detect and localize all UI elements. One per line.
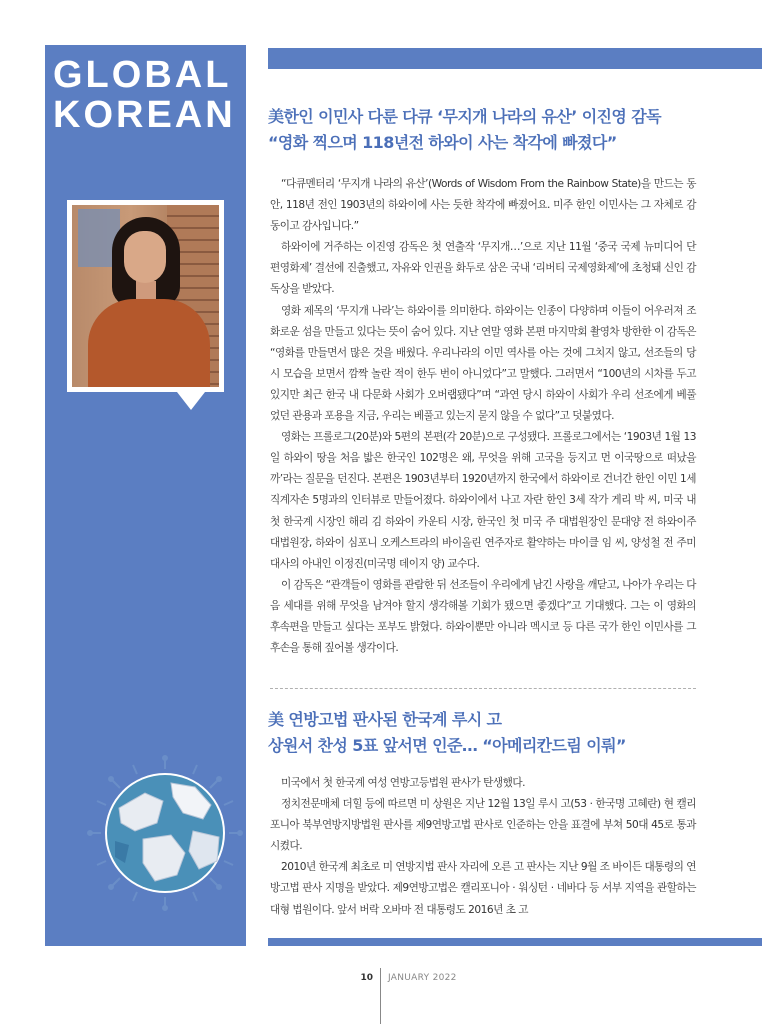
footer-accent-bar: [268, 938, 762, 946]
article-body-second: [270, 773, 696, 921]
article-body: [270, 174, 696, 659]
article-paragraph: 미국에서 첫 한국계 여성 연방고등법원 판사가 탄생했다.: [281, 777, 525, 789]
section-title-line1: GLOBAL: [53, 54, 232, 96]
article-headline-second-line1: 美 연방고법 판사된 한국계 루시 고: [268, 710, 502, 729]
article-paragraph: 하와이에 거주하는 이진영 감독은 첫 연출작 ‘무지개…’으로 지난 11월 ‘중국 국제 뉴미디어 단편영화제’ 결선에 진출했고, 자유와 인권을 화두로 삼은 국내 ‘리버티 국제영화제’에 초청돼 신인 감독상을 받았다.: [270, 241, 696, 296]
globe-icon: [85, 753, 245, 913]
section-title-line2: KOREAN: [53, 94, 236, 136]
article-paragraph: 영화 제목의 ‘무지개 나라’는 하와이를 의미한다. 하와이는 인종이 다양하며 이들이 어우러져 조화로운 섬을 만들고 있다는 뜻이 숨어 있다. 지난 연말 영화 본편 마지막회 촬영차 방한한 이 감독은 “영화를 만들면서 많은 것을 배웠다. 우리나라의 이민 역사를 아는 것에 그치지 않고, 선조들의 당시 모습을 보면서 깜짝 놀란 적이 한두 번이 아니었다”고 말했다. 그러면서 “100년의 시차를 두고 있지만 최근 한국 내 다문화 사회가 오버랩됐다”며 “과연 당시 하와이 사회가 우리 선조에게 베풀었던 관용과 포용을 지금, 우리는 베풀고 있는지 묻지 않을 수 없다”고 덧붙였다.: [270, 304, 696, 423]
article-paragraph: 정치전문매체 더힐 등에 따르면 미 상원은 지난 12월 13일 루시 고(53 · 한국명 고혜란) 현 캘리포니아 북부연방지방법원 판사를 제9연방고법 판사로 인준하는 안을 표결에 부쳐 50대 45로 통과시켰다.: [270, 798, 696, 853]
page-number: 10: [360, 973, 373, 983]
speech-bubble-tail: [177, 392, 205, 410]
section-divider: [270, 688, 696, 689]
article-paragraph: 2010년 한국계 최초로 미 연방지법 판사 자리에 오른 고 판사는 지난 9월 조 바이든 대통령의 연방고법 판사 지명을 받았다. 제9연방고법은 캘리포니아 · 워싱턴 · 네바다 등 서부 지역을 관할하는 대형 법원이다. 앞서 버락 오바마 전 대통령도 2016년 초 고: [270, 861, 696, 916]
issue-date: JANUARY 2022: [388, 973, 457, 983]
article-headline-line2: “영화 찍으며 118년전 하와이 사는 착각에 빠졌다”: [268, 133, 617, 152]
portrait-photo-frame: [67, 200, 224, 392]
article-headline: [268, 104, 738, 156]
sidebar-panel: [45, 45, 246, 946]
article-headline-line1: 美한인 이민사 다룬 다큐 ‘무지개 나라의 유산’ 이진영 감독: [268, 107, 661, 126]
portrait-photo: [72, 205, 219, 387]
article-paragraph: 이 감독은 “관객들이 영화를 관람한 뒤 선조들이 우리에게 남긴 사랑을 깨닫고, 나아가 우리는 다음 세대를 위해 무엇을 남겨야 할지 생각해볼 기회가 됐으면 좋겠다”고 기대했다. 그는 이 영화의 후속편을 만들고 싶다는 포부도 밝혔다. 하와이뿐만 아니라 멕시코 등 다른 국가 한인 이민사를 그 후손을 통해 짚어볼 생각이다.: [270, 578, 697, 655]
article-paragraph: 영화는 프롤로그(20분)와 5편의 본편(각 20분)으로 구성됐다. 프롤로그에서는 ‘1903년 1월 13일 하와이 땅을 처음 밟은 한국인 102명은 왜, 무엇을 위해 고국을 등지고 먼 이국땅으로 떠났을까’라는 질문을 던진다. 본편은 1903년부터 1920년까지 한국에서 하와이로 건너간 한인 이민 1세 직계자손 5명과의 인터뷰로 만들어졌다. 하와이에서 나고 자란 한인 3세 작가 게리 박 씨, 미국 내 첫 한국계 시장인 해리 김 하와이 카운티 시장, 한국인 첫 미국 주 대법원장인 문대양 전 하와이주 대법원장, 하와이 심포니 오케스트라의 바이올린 연주자로 활약하는 마이클 임 씨, 양성철 전 주미대사의 아내인 이정진(미국명 데이지 양) 교수다.: [270, 431, 696, 570]
section-title: [53, 55, 236, 135]
article-headline-second-line2: 상원서 찬성 5표 앞서면 인준… “아메리칸드림 이뤄”: [268, 736, 626, 755]
article-paragraph: “다큐멘터리 ‘무지개 나라의 유산’(Words of Wisdom From the Rainbow State)을 만드는 동안, 118년 전인 1903년의 하와이에 사는 듯한 착각에 빠졌어요. 미주 한인 이민사는 그 자체로 감동이고 감사입니다.”: [270, 178, 696, 233]
header-accent-bar: [268, 48, 762, 69]
article-headline-second: [268, 707, 738, 759]
footer-divider: [380, 968, 381, 1024]
